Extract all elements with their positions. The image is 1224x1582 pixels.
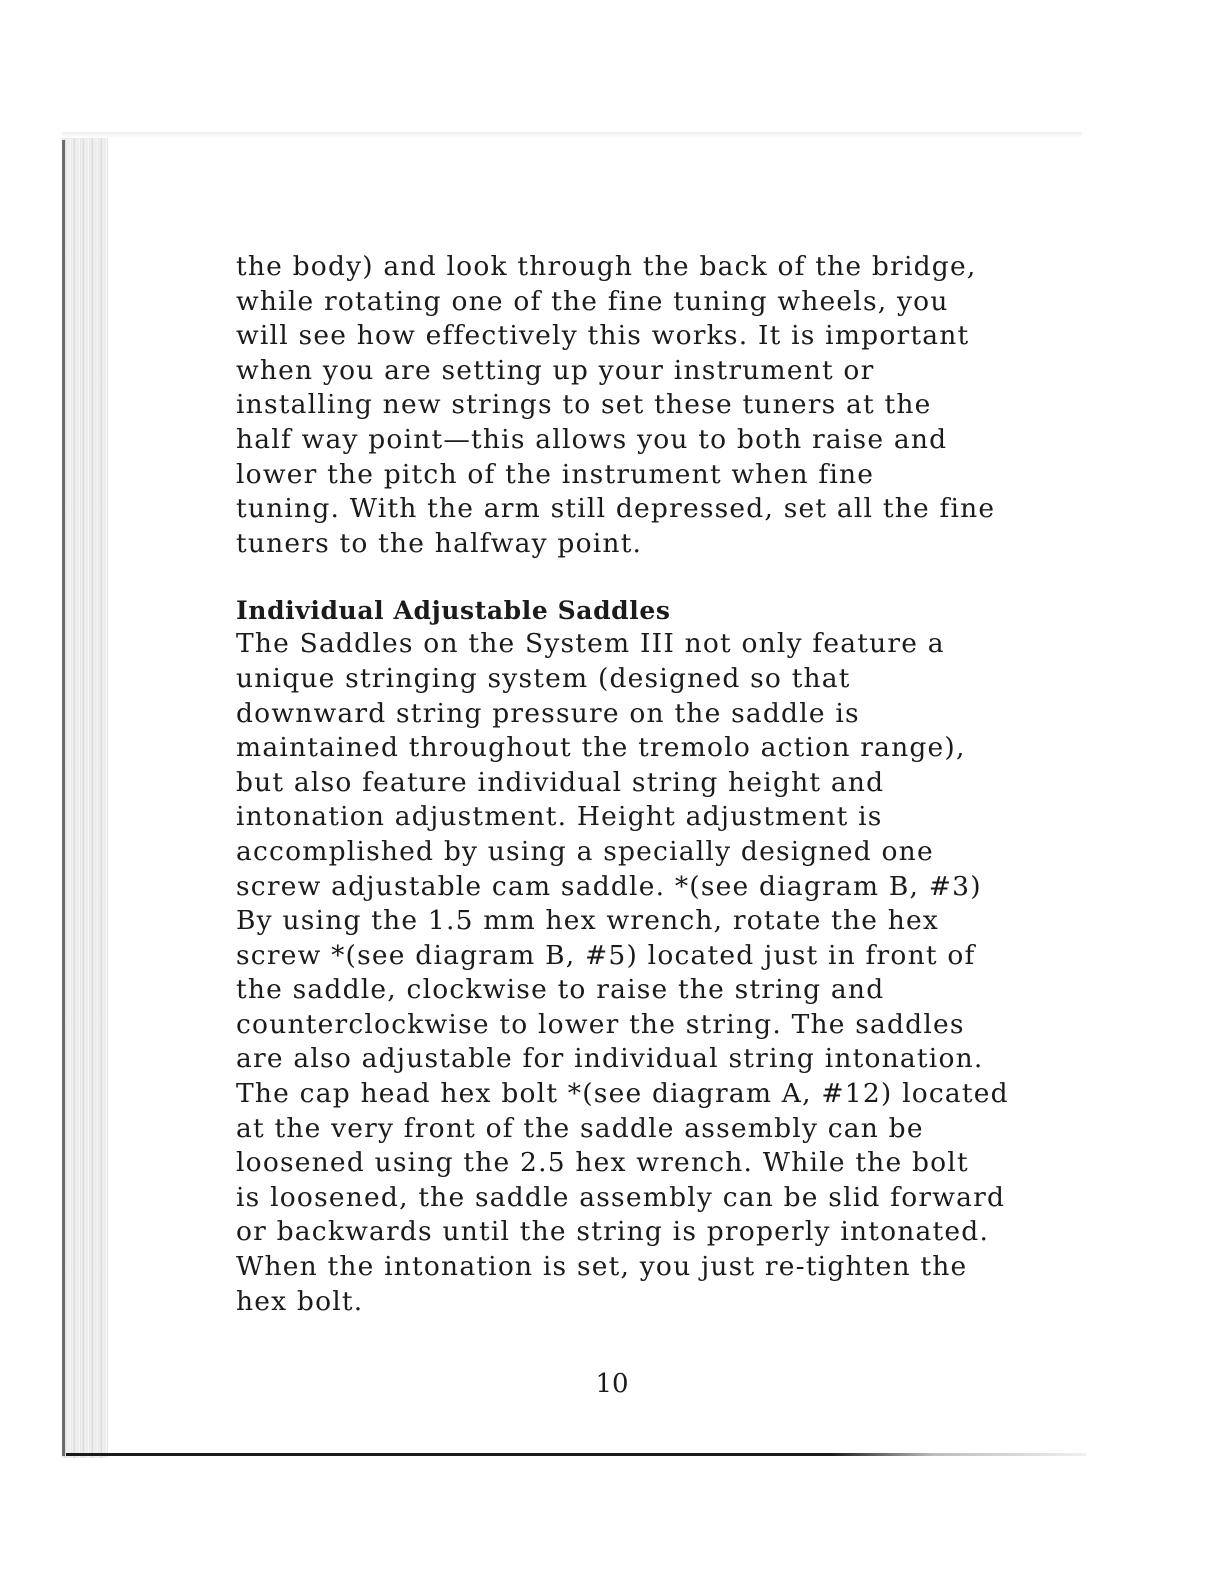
paragraph-saddles (236, 627, 1036, 1319)
text-line: is loosened, the saddle assembly can be slid forward (236, 1181, 1006, 1213)
text-line: tuners to the halfway point. (236, 527, 643, 559)
text-line: lower the pitch of the instrument when fine (236, 458, 875, 490)
text-line: unique stringing system (designed so that (236, 662, 851, 694)
text-line: half way point—this allows you to both raise and (236, 423, 948, 455)
page-bottom-edge (66, 1453, 1086, 1456)
text-line: while rotating one of the fine tuning wheels, you (236, 285, 949, 317)
book-binding-edge (62, 138, 108, 1458)
text-line: the body) and look through the back of the bridge, (236, 251, 977, 282)
text-line: when you are setting up your instrument or (236, 354, 875, 386)
text-line: hex bolt. (236, 1285, 364, 1317)
text-line: counterclockwise to lower the string. The saddles (236, 1008, 965, 1040)
page-number: 10 (595, 1369, 629, 1399)
text-line: When the intonation is set, you just re-tighten the (236, 1251, 968, 1283)
text-line: at the very front of the saddle assembly can be (236, 1112, 924, 1144)
text-line: tuning. With the arm still depressed, set all the fine (236, 493, 996, 525)
text-line: The cap head hex bolt *(see diagram A, #12) located (236, 1078, 1009, 1110)
text-line: accomplished by using a specially designed one (236, 835, 934, 867)
text-line: will see how effectively this works. It is important (236, 320, 970, 352)
book-binding-line (62, 140, 65, 1456)
text-line: loosened using the 2.5 hex wrench. While the bolt (236, 1147, 969, 1179)
section-heading: Individual Adjustable Saddles (236, 596, 671, 626)
text-line: By using the 1.5 mm hex wrench, rotate the hex (236, 905, 940, 937)
text-line: but also feature individual string height and (236, 766, 885, 798)
text-line: are also adjustable for individual string intonation. (236, 1043, 984, 1075)
text-line: or backwards until the string is properly intonated. (236, 1216, 990, 1248)
text-line: the saddle, clockwise to raise the string and (236, 974, 885, 1006)
text-line: installing new strings to set these tuners at the (236, 389, 932, 421)
text-line: intonation adjustment. Height adjustment is (236, 801, 883, 833)
page-top-edge (62, 132, 1082, 138)
text-line: downward string pressure on the saddle is (236, 697, 860, 729)
text-line: screw *(see diagram B, #5) located just in front of (236, 939, 976, 971)
page-content (236, 250, 1036, 1319)
paragraph-fine-tuners (236, 250, 1036, 561)
text-line: maintained throughout the tremolo action range), (236, 732, 966, 764)
text-line: The Saddles on the System III not only feature a (236, 628, 945, 660)
text-line: screw adjustable cam saddle. *(see diagram B, #3) (236, 870, 982, 902)
